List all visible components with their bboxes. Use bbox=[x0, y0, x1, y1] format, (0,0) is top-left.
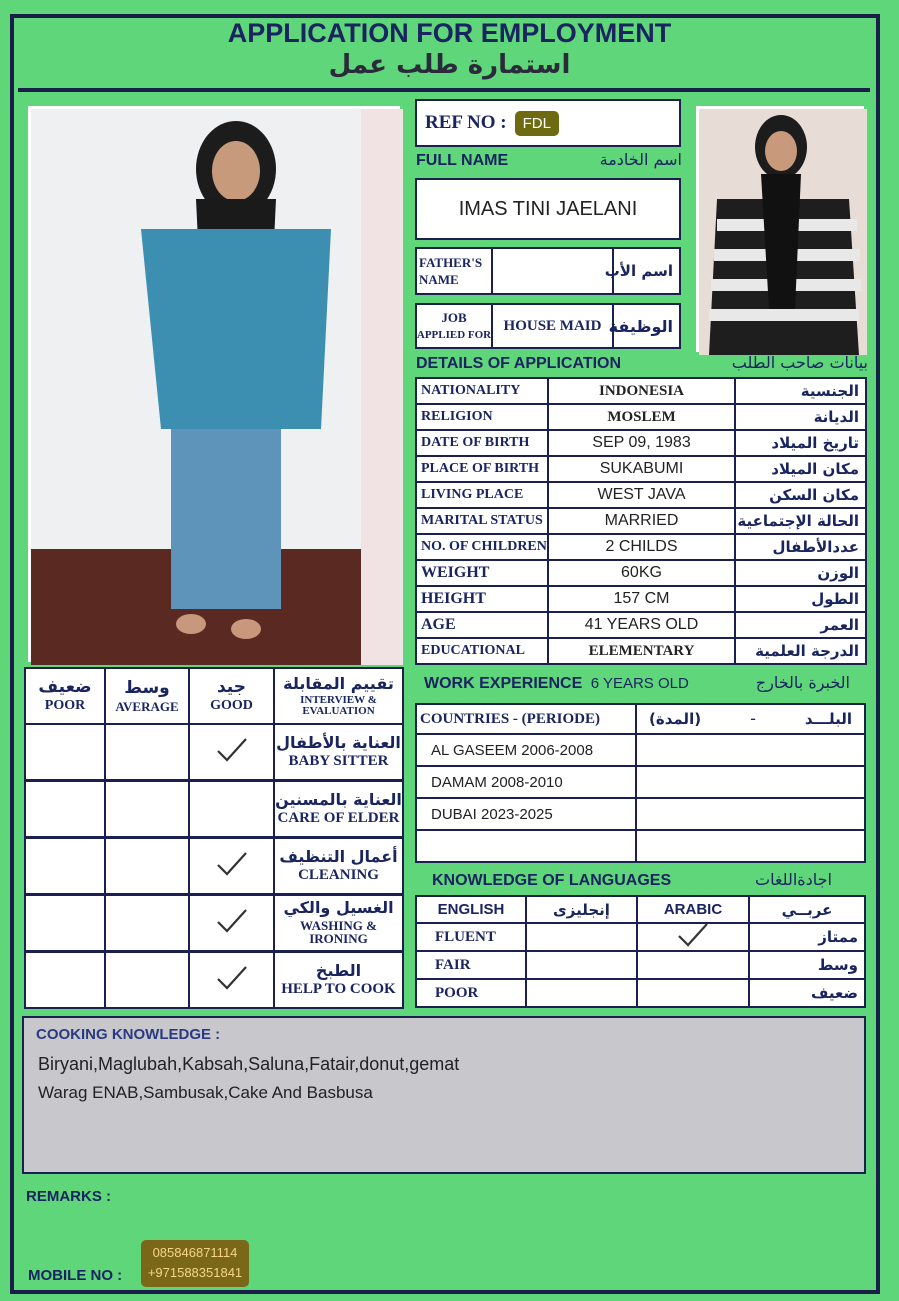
eval-header-cell bbox=[104, 667, 190, 725]
eval-skill-label: CARE OF ELDER bbox=[277, 809, 400, 826]
work-experience-label: WORK EXPERIENCE bbox=[424, 675, 583, 692]
detail-value: 41 YEARS OLD bbox=[584, 616, 699, 633]
detail-label-cell bbox=[415, 637, 549, 665]
countries-header-cell bbox=[415, 703, 637, 735]
full-name-label-arabic: اسم الخادمة bbox=[599, 150, 682, 169]
language-level-cell bbox=[415, 922, 527, 952]
language-level-arabic: ممتاز bbox=[818, 928, 858, 946]
checkmark-icon bbox=[214, 906, 250, 941]
header-divider bbox=[18, 88, 870, 92]
job-label-2: APPLIED FOR bbox=[416, 329, 492, 341]
detail-arabic-cell bbox=[734, 429, 867, 457]
eval-skill-arabic: الغسيل والكي bbox=[283, 897, 394, 917]
father-label-cell bbox=[415, 247, 493, 295]
detail-label: HEIGHT bbox=[421, 590, 486, 607]
detail-label-arabic: مكان السكن bbox=[769, 486, 859, 504]
cooking-label: COOKING KNOWLEDGE : bbox=[36, 1026, 221, 1043]
detail-value: SUKABUMI bbox=[599, 460, 684, 477]
language-level-cell bbox=[415, 950, 527, 980]
eval-skill-label: WASHING & IRONING bbox=[300, 917, 377, 947]
checkmark-icon bbox=[214, 963, 250, 998]
eval-average-cell bbox=[104, 780, 190, 838]
duration-header-ar: (المدة) bbox=[649, 710, 702, 728]
eval-poor-cell bbox=[24, 780, 106, 838]
job-label-cell bbox=[415, 303, 493, 349]
eval-skill-arabic: العناية بالمسنين bbox=[275, 789, 402, 809]
portrait-photo bbox=[696, 106, 864, 352]
details-title: DETAILS OF APPLICATION bbox=[416, 355, 622, 372]
mobile-number-2[interactable]: +971588351841 bbox=[147, 1265, 243, 1280]
detail-label-cell bbox=[415, 507, 549, 535]
detail-label-arabic: الوزن bbox=[817, 564, 859, 582]
eval-skill-arabic: أعمال التنظيف bbox=[279, 846, 398, 866]
mobile-badge bbox=[141, 1240, 249, 1287]
cooking-box bbox=[22, 1016, 866, 1174]
eval-skill-label: HELP TO COOK bbox=[281, 980, 396, 997]
work-row-country: DUBAI 2023-2025 bbox=[431, 805, 553, 823]
work-row-duration-cell bbox=[635, 829, 866, 863]
duration-header-dash: - bbox=[750, 710, 756, 727]
eval-skill-label: CLEANING bbox=[298, 866, 379, 883]
eval-poor-cell bbox=[24, 723, 106, 781]
work-row-country-cell bbox=[415, 733, 637, 767]
language-level-arabic-cell bbox=[748, 922, 866, 952]
father-label: FATHER'S NAME bbox=[419, 255, 483, 287]
eval-average-cell bbox=[104, 837, 190, 895]
eval-header-arabic: جيد bbox=[216, 677, 246, 697]
ref-label: REF NO : bbox=[425, 112, 507, 133]
detail-value-cell bbox=[547, 533, 736, 561]
mobile-label: MOBILE NO : bbox=[28, 1267, 123, 1284]
detail-label-arabic: مكان الميلاد bbox=[771, 460, 859, 478]
detail-arabic-cell bbox=[734, 507, 867, 535]
work-row-country-cell bbox=[415, 829, 637, 863]
eval-header-label: INTERVIEW & EVALUATION bbox=[300, 693, 377, 717]
detail-label-arabic: عددالأطفال bbox=[772, 538, 859, 556]
english-level-cell bbox=[525, 922, 638, 952]
arabic-level-cell bbox=[636, 950, 750, 980]
language-header: ENGLISH bbox=[437, 901, 505, 918]
detail-value-cell bbox=[547, 403, 736, 431]
eval-poor-cell bbox=[24, 894, 106, 952]
work-row-country: DAMAM 2008-2010 bbox=[431, 773, 563, 791]
language-header: عربــي bbox=[781, 900, 833, 919]
eval-average-cell bbox=[104, 951, 190, 1009]
language-header: ARABIC bbox=[663, 901, 723, 918]
language-header-cell bbox=[748, 895, 866, 924]
detail-label-arabic: الطول bbox=[811, 590, 859, 608]
language-level-arabic-cell bbox=[748, 978, 866, 1008]
language-level: FLUENT bbox=[435, 928, 496, 945]
language-header-cell bbox=[415, 895, 527, 924]
eval-skill-label: BABY SITTER bbox=[288, 752, 389, 769]
detail-value: SEP 09, 1983 bbox=[592, 434, 691, 451]
detail-value-cell bbox=[547, 507, 736, 535]
detail-label-cell bbox=[415, 559, 549, 587]
work-row-country-cell bbox=[415, 797, 637, 831]
eval-poor-cell bbox=[24, 951, 106, 1009]
language-level: FAIR bbox=[435, 956, 471, 973]
detail-label-cell bbox=[415, 403, 549, 431]
job-value-cell bbox=[491, 303, 614, 349]
detail-label: EDUCATIONAL bbox=[421, 643, 525, 658]
detail-label: RELIGION bbox=[421, 409, 493, 424]
detail-label-cell bbox=[415, 455, 549, 483]
eval-good-cell bbox=[188, 837, 275, 895]
eval-skill-cell bbox=[273, 723, 404, 781]
detail-value: INDONESIA bbox=[598, 382, 685, 399]
eval-skill-cell bbox=[273, 951, 404, 1009]
job-label-arabic: الوظيفة bbox=[608, 316, 673, 336]
detail-label-arabic: الحالة الإجتماعية bbox=[737, 512, 859, 530]
detail-arabic-cell bbox=[734, 403, 867, 431]
language-level: POOR bbox=[435, 984, 479, 1001]
eval-average-cell bbox=[104, 894, 190, 952]
detail-value: 60KG bbox=[621, 564, 662, 581]
page-title: APPLICATION FOR EMPLOYMENT bbox=[227, 18, 672, 48]
detail-arabic-cell bbox=[734, 455, 867, 483]
work-row-duration-cell bbox=[635, 797, 866, 831]
detail-arabic-cell bbox=[734, 481, 867, 509]
work-experience-label-arabic: الخبرة بالخارج bbox=[755, 673, 850, 692]
job-label-1: JOB bbox=[441, 310, 467, 325]
detail-label: NATIONALITY bbox=[421, 383, 521, 398]
detail-value-cell bbox=[547, 377, 736, 405]
country-header-ar: البلـــد bbox=[804, 710, 852, 728]
eval-good-cell bbox=[188, 723, 275, 781]
remarks-label: REMARKS : bbox=[26, 1188, 111, 1205]
detail-value: 2 CHILDS bbox=[605, 538, 678, 555]
eval-header-cell bbox=[273, 667, 404, 725]
work-row-duration-cell bbox=[635, 733, 866, 767]
detail-arabic-cell bbox=[734, 585, 867, 613]
languages-label: KNOWLEDGE OF LANGUAGES bbox=[432, 872, 672, 889]
eval-skill-cell bbox=[273, 894, 404, 952]
eval-header-cell bbox=[188, 667, 275, 725]
eval-good-cell bbox=[188, 894, 275, 952]
ref-box bbox=[415, 99, 681, 147]
detail-label: AGE bbox=[421, 616, 456, 633]
detail-value: ELEMENTARY bbox=[588, 642, 695, 659]
detail-label: NO. OF CHILDREN bbox=[421, 539, 547, 554]
detail-label: WEIGHT bbox=[421, 564, 490, 581]
detail-label-cell bbox=[415, 533, 549, 561]
detail-value: 157 CM bbox=[613, 590, 670, 607]
checkmark-icon bbox=[214, 849, 250, 884]
detail-label-arabic: العمر bbox=[820, 616, 859, 634]
work-experience-header bbox=[424, 675, 689, 693]
language-header-cell bbox=[525, 895, 638, 924]
cooking-line-1: Biryani,Maglubah,Kabsah,Saluna,Fatair,donut,gemat bbox=[38, 1054, 460, 1074]
detail-arabic-cell bbox=[734, 533, 867, 561]
job-label-arabic-cell bbox=[608, 303, 681, 349]
detail-label-arabic: الجنسية bbox=[800, 382, 859, 400]
detail-label: PLACE OF BIRTH bbox=[421, 461, 540, 476]
work-row-duration-cell bbox=[635, 765, 866, 799]
detail-value-cell bbox=[547, 455, 736, 483]
english-level-cell bbox=[525, 978, 638, 1008]
eval-header-cell bbox=[24, 667, 106, 725]
detail-label-cell bbox=[415, 481, 549, 509]
detail-value-cell bbox=[547, 559, 736, 587]
father-name-field bbox=[491, 247, 614, 295]
detail-label-cell bbox=[415, 429, 549, 457]
detail-label: LIVING PLACE bbox=[421, 487, 524, 502]
work-experience-value: 6 YEARS OLD bbox=[590, 675, 689, 692]
father-label-arabic: اسم الأب bbox=[604, 262, 673, 280]
eval-header-label: AVERAGE bbox=[115, 698, 179, 714]
eval-poor-cell bbox=[24, 837, 106, 895]
full-body-photo-image bbox=[31, 109, 403, 665]
duration-header-cell bbox=[635, 703, 866, 735]
work-row-country: AL GASEEM 2006-2008 bbox=[431, 741, 594, 759]
detail-value-cell bbox=[547, 481, 736, 509]
detail-label-cell bbox=[415, 377, 549, 405]
full-name-field bbox=[415, 178, 681, 240]
detail-value-cell bbox=[547, 637, 736, 665]
arabic-level-cell bbox=[636, 978, 750, 1008]
countries-header: COUNTRIES - (PERIODE) bbox=[420, 710, 601, 727]
detail-value: WEST JAVA bbox=[597, 486, 686, 503]
eval-header-label: GOOD bbox=[210, 698, 253, 713]
detail-value: MOSLEM bbox=[607, 408, 676, 425]
detail-label-arabic: الديانة bbox=[813, 408, 859, 426]
work-row-country-cell bbox=[415, 765, 637, 799]
eval-good-cell bbox=[188, 951, 275, 1009]
full-name-value: IMAS TINI JAELANI bbox=[458, 197, 638, 220]
detail-arabic-cell bbox=[734, 377, 867, 405]
eval-skill-cell bbox=[273, 837, 404, 895]
job-value: HOUSE MAID bbox=[503, 317, 602, 334]
detail-value-cell bbox=[547, 429, 736, 457]
languages-label-arabic: اجادةاللغات bbox=[755, 870, 832, 889]
eval-header-arabic: تقييم المقابلة bbox=[283, 673, 394, 693]
language-level-cell bbox=[415, 978, 527, 1008]
eval-skill-arabic: الطبخ bbox=[315, 960, 362, 980]
full-name-label: FULL NAME bbox=[416, 152, 509, 169]
eval-skill-arabic: العناية بالأطفال bbox=[276, 732, 401, 752]
eval-header-arabic: وسط bbox=[124, 677, 170, 698]
english-level-cell bbox=[525, 950, 638, 980]
eval-good-cell bbox=[188, 780, 275, 838]
eval-average-cell bbox=[104, 723, 190, 781]
language-level-arabic-cell bbox=[748, 950, 866, 980]
language-level-arabic: وسط bbox=[817, 956, 858, 974]
language-level-arabic: ضعيف bbox=[811, 984, 858, 1002]
detail-arabic-cell bbox=[734, 559, 867, 587]
ref-badge: FDL bbox=[515, 111, 559, 136]
detail-label-arabic: الدرجة العلمية bbox=[755, 642, 859, 660]
portrait-photo-image bbox=[699, 109, 867, 355]
mobile-number-1[interactable]: 085846871114 bbox=[152, 1245, 238, 1260]
father-label-arabic-cell bbox=[604, 247, 681, 295]
eval-skill-cell bbox=[273, 780, 404, 838]
detail-label: MARITAL STATUS bbox=[421, 513, 543, 528]
detail-value: MARRIED bbox=[604, 512, 679, 529]
detail-arabic-cell bbox=[734, 611, 867, 639]
detail-label-cell bbox=[415, 611, 549, 639]
detail-label-arabic: تاريخ الميلاد bbox=[771, 434, 859, 452]
detail-value-cell bbox=[547, 611, 736, 639]
language-header: إنجليزى bbox=[553, 900, 610, 919]
detail-arabic-cell bbox=[734, 637, 867, 665]
details-title-arabic: بيانات صاحب الطلب bbox=[731, 353, 868, 372]
detail-label: DATE OF BIRTH bbox=[421, 435, 530, 450]
full-body-photo bbox=[28, 106, 400, 662]
eval-header-label: POOR bbox=[44, 698, 86, 713]
arabic-level-cell bbox=[636, 922, 750, 952]
checkmark-icon bbox=[214, 735, 250, 770]
page-title-arabic: استمارة طلب عمل bbox=[328, 50, 571, 80]
detail-value-cell bbox=[547, 585, 736, 613]
detail-label-cell bbox=[415, 585, 549, 613]
eval-header-arabic: ضعيف bbox=[38, 677, 92, 697]
cooking-line-2: Warag ENAB,Sambusak,Cake And Basbusa bbox=[38, 1083, 373, 1102]
